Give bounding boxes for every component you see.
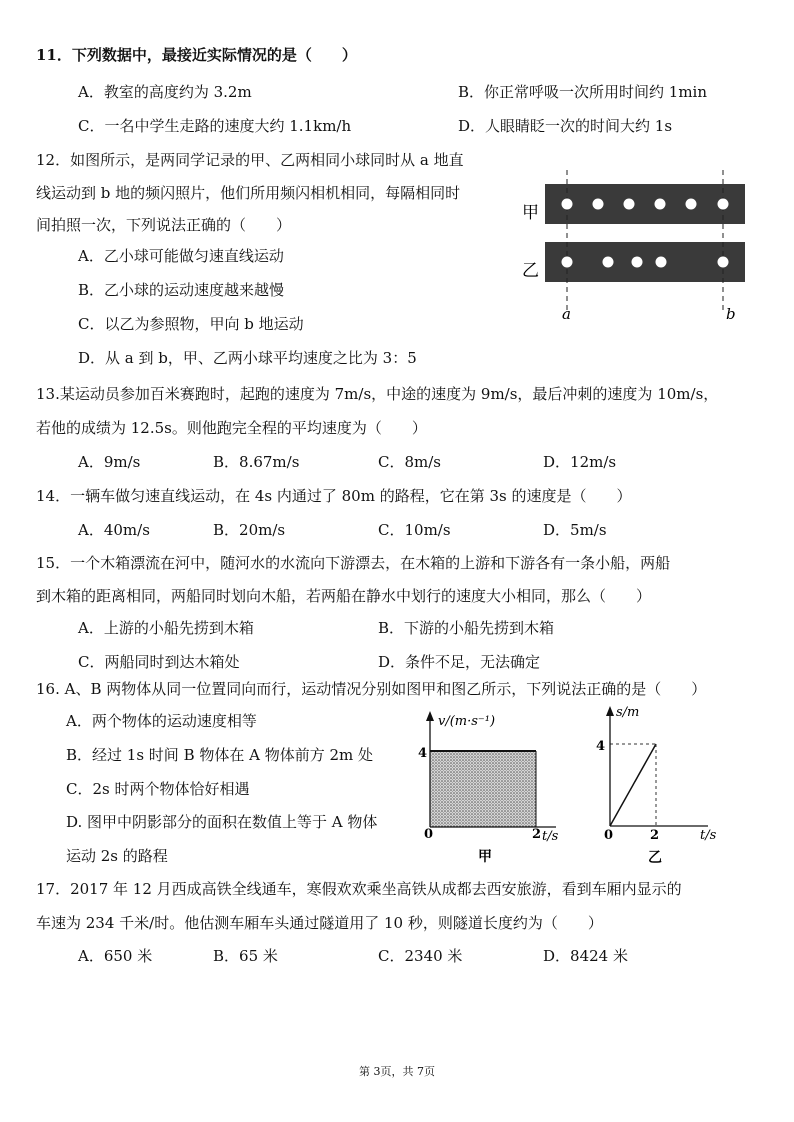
q16-option-d-line1: D. 图甲中阴影部分的面积在数值上等于 A 物体: [66, 813, 378, 831]
q13-option-d: D．12m/s: [543, 453, 617, 471]
q15-option-b: B．下游的小船先捞到木箱: [378, 619, 555, 637]
figure-label-jia: 甲: [522, 203, 539, 223]
q11-option-d: D．人眼睛眨一次的时间大约 1s: [458, 117, 673, 135]
q16-vt-graph: [408, 705, 568, 865]
y-axis-label: v/(m·s⁻¹): [438, 714, 496, 729]
q12-option-c: C．以乙为参照物，甲向 b 地运动: [78, 315, 304, 333]
q13-option-b: B．8.67m/s: [213, 453, 300, 471]
ball-jia: [593, 199, 604, 210]
q14-option-a: A．40m/s: [78, 521, 150, 539]
q11-stem: 11．下列数据中，最接近实际情况的是（ ）: [36, 46, 357, 64]
ball-jia: [624, 199, 635, 210]
q11-option-a: A．教室的高度约为 3.2m: [78, 83, 252, 101]
x-tick-2: 2: [650, 828, 660, 843]
strip-jia: [545, 184, 745, 224]
figure-label-yi: 乙: [522, 261, 539, 281]
figure-label-a: a: [562, 305, 571, 323]
ball-jia: [686, 199, 697, 210]
q15-stem-line2: 到木箱的距离相同，两船同时划向木船，若两船在静水中划行的速度大小相同，那么（ ）: [36, 587, 652, 605]
q13-option-c: C．8m/s: [378, 453, 441, 471]
q16-stem: 16. A、B 两物体从同一位置同向而行，运动情况分别如图甲和图乙所示，下列说法正确的是（ ）: [36, 680, 707, 698]
q17-option-b: B．65 米: [213, 947, 278, 965]
strip-yi: [545, 242, 745, 282]
q12-option-d: D．从 a 到 b，甲、乙两小球平均速度之比为 3：5: [78, 349, 417, 367]
y-axis-label: s/m: [616, 705, 640, 720]
ball-yi: [718, 257, 729, 268]
y-tick-4: 4: [596, 739, 606, 754]
q17-stem-line2: 车速为 234 千米/时。他估测车厢车头通过隧道用了 10 秒，则隧道长度约为（ ）: [36, 914, 603, 932]
q16-option-a: A．两个物体的运动速度相等: [66, 712, 257, 730]
q14-option-c: C．10m/s: [378, 521, 451, 539]
x-axis-label: t/s: [542, 829, 559, 844]
ball-yi: [656, 257, 667, 268]
graph-caption-jia: 甲: [478, 849, 492, 865]
page-footer: 第 3页，共 7页: [359, 1065, 435, 1078]
y-arrow: [426, 711, 434, 721]
q12-option-a: A．乙小球可能做匀速直线运动: [78, 247, 284, 265]
q13-stem-line2: 若他的成绩为 12.5s。则他跑完全程的平均速度为（ ）: [36, 419, 427, 437]
q15-option-d: D．条件不足，无法确定: [378, 653, 541, 671]
q15-option-a: A．上游的小船先捞到木箱: [78, 619, 254, 637]
ball-yi: [632, 257, 643, 268]
distance-line: [610, 744, 656, 826]
q12-stem-line3: 间拍照一次，下列说法正确的（ ）: [36, 216, 292, 234]
q12-option-b: B．乙小球的运动速度越来越慢: [78, 281, 285, 299]
q14-option-d: D．5m/s: [543, 521, 607, 539]
q12-stem-line2: 线运动到 b 地的频闪照片，他们所用频闪相机相同，每隔相同时: [36, 184, 461, 202]
q17-option-d: D．8424 米: [543, 947, 628, 965]
q15-stem-line1: 15．一个木箱漂流在河中，随河水的水流向下游漂去，在木箱的上游和下游各有一条小船，两船: [36, 554, 671, 572]
q12-strobe-figure: [518, 164, 754, 324]
q14-stem: 14．一辆车做匀速直线运动，在 4s 内通过了 80m 的路程，它在第 3s 的速度是（ ）: [36, 487, 632, 505]
y-arrow: [606, 706, 614, 716]
shaded-area: [430, 751, 536, 827]
q16-option-c: C．2s 时两个物体恰好相遇: [66, 780, 250, 798]
origin-label: 0: [604, 828, 614, 843]
ball-jia: [562, 199, 573, 210]
q17-option-c: C．2340 米: [378, 947, 463, 965]
q14-option-b: B．20m/s: [213, 521, 286, 539]
q13-stem-line1: 13.某运动员参加百米赛跑时，起跑的速度为 7m/s，中途的速度为 9m/s，最后冲刺的速度为 10m/s，: [36, 385, 719, 403]
q11-option-c: C．一名中学生走路的速度大约 1.1km/h: [78, 117, 352, 135]
graph-caption-yi: 乙: [648, 850, 662, 866]
q16-option-b: B．经过 1s 时间 B 物体在 A 物体前方 2m 处: [66, 746, 374, 764]
ball-jia: [655, 199, 666, 210]
origin-label: 0: [424, 827, 434, 842]
q17-stem-line1: 17．2017 年 12 月西成高铁全线通车，寒假欢欢乘坐高铁从成都去西安旅游，看到车厢内显示的: [36, 880, 682, 898]
figure-label-b: b: [726, 305, 736, 323]
x-tick-2: 2: [532, 827, 542, 842]
q12-stem-line1: 12．如图所示，是两同学记录的甲、乙两相同小球同时从 a 地直: [36, 151, 464, 169]
q11-option-b: B．你正常呼吸一次所用时间约 1min: [458, 83, 708, 101]
x-axis-label: t/s: [700, 828, 717, 843]
q13-option-a: A．9m/s: [78, 453, 141, 471]
q16-option-d-line2: 运动 2s 的路程: [66, 847, 168, 865]
q15-option-c: C．两船同时到达木箱处: [78, 653, 240, 671]
y-tick-4: 4: [418, 746, 428, 761]
ball-jia: [718, 199, 729, 210]
q17-option-a: A．650 米: [78, 947, 153, 965]
ball-yi: [603, 257, 614, 268]
q16-st-graph: [588, 700, 728, 870]
ball-yi: [562, 257, 573, 268]
